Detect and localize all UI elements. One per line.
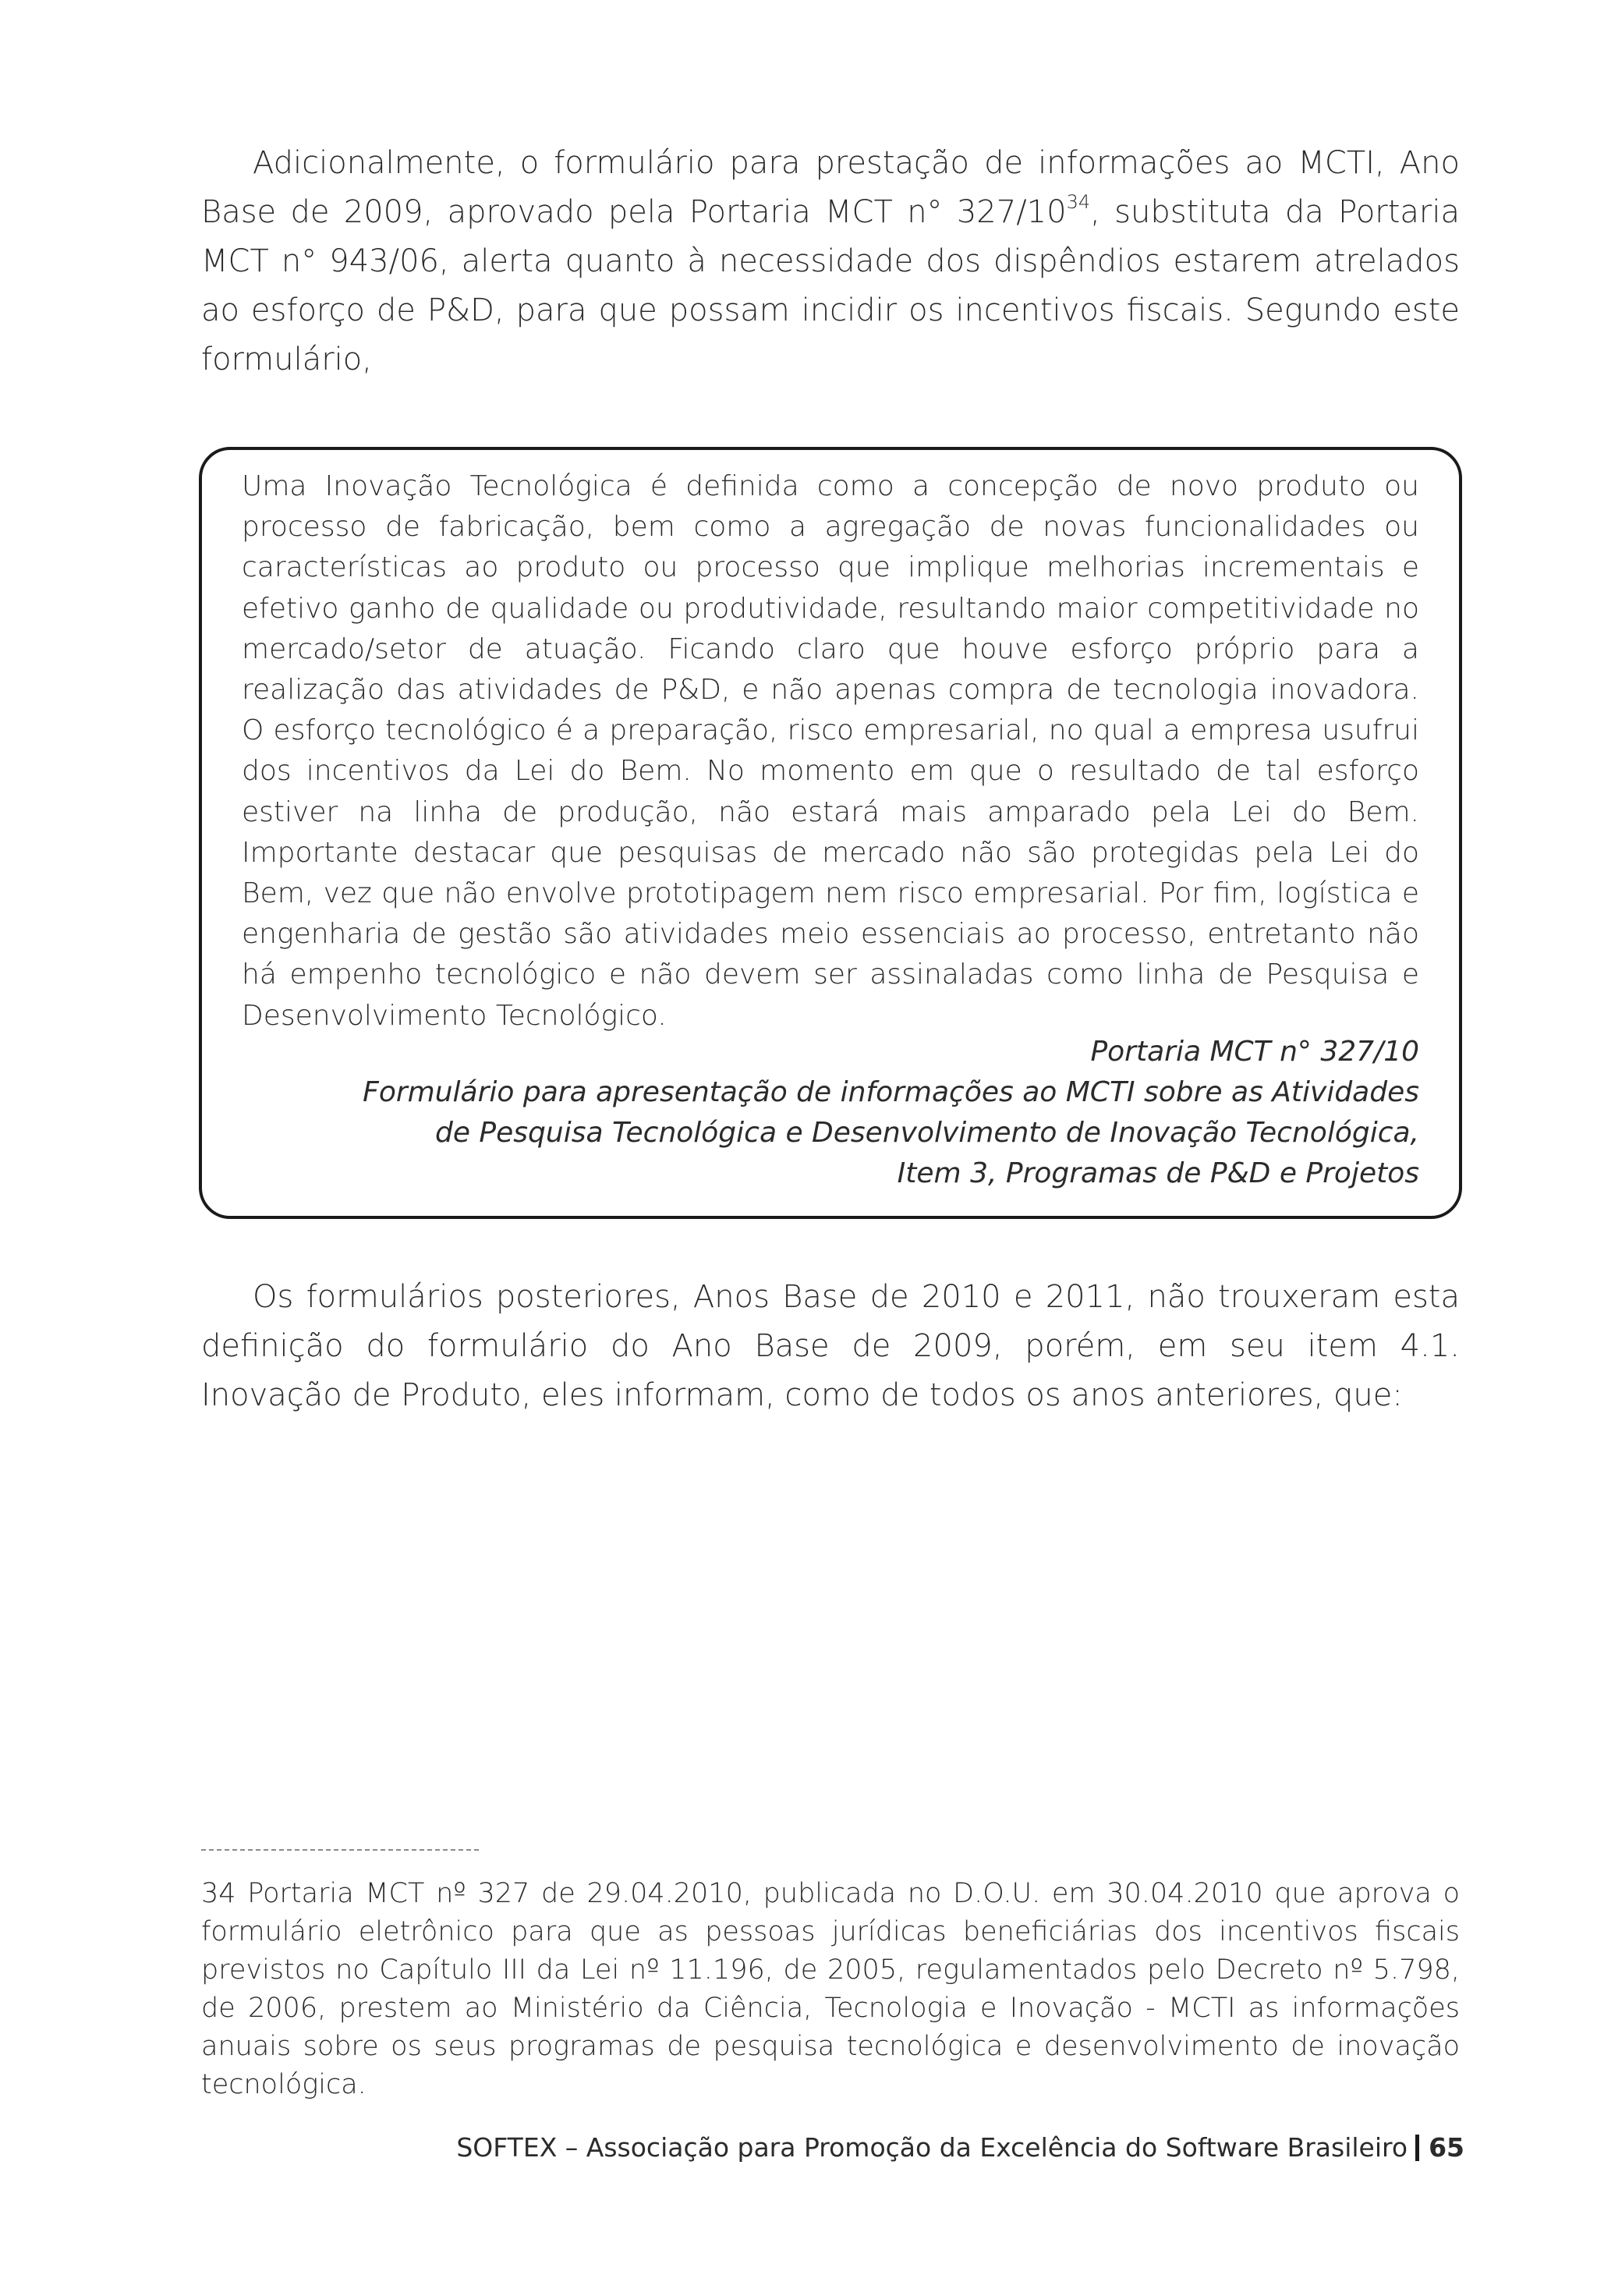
quote-source-line-3: de Pesquisa Tecnológica e Desenvolvimento de Inovação Tecnológica, [434,1117,1419,1149]
footer-publisher: SOFTEX – Associação para Promoção da Excelência do Software Brasileiro [456,2132,1408,2163]
body-paragraph-1 [201,139,1460,384]
quote-source-line-4: Item 3, Programas de P&D e Projetos [897,1157,1419,1189]
paragraph-2-text: Os formulários posteriores, Anos Base de 2010 e 2011, não trouxeram esta definição do formulário do Ano Base de 2009, porém, em seu item 4.1. Inovação de Produto, eles informam, como de todos os anos anteriores, que: [201,1279,1460,1413]
footnote-reference-34[interactable]: 34 [1066,191,1091,213]
page-footer [456,2131,1464,2165]
quote-source [203,1032,1419,1194]
footnote-divider [201,1849,479,1851]
quote-source-line-2: Formulário para apresentação de informações ao MCTI sobre as Atividades [363,1076,1419,1108]
footer-separator [1415,2135,1419,2161]
quote-source-line-1: Portaria MCT n° 327/10 [1090,1036,1419,1068]
paragraph-1-text-start: Adicionalmente, o formulário para prestação de informações ao MCTI, Ano Base de 2009, aprovado pela Portaria MCT n° 327/10 [201,145,1460,230]
quote-text: Uma Inovação Tecnológica é definida como a concepção de novo produto ou processo de fabricação, bem como a agregação de novas funcionalidades ou características ao produto ou processo que implique melhorias incrementais e efetivo ganho de qualidade ou produtividade, resultando maior competitividade no mercado/setor de atuação. Ficando claro que houve esforço próprio para a realização das atividades de P&D, e não apenas compra de tecnologia inovadora. O esforço tecnológico é a preparação, risco empresarial, no qual a empresa usufrui dos incentivos da Lei do Bem. No momento em que o resultado de tal esforço estiver na linha de produção, não estará mais amparado pela Lei do Bem. Importante destacar que pesquisas de mercado não são protegidas pela Lei do Bem, vez que não envolve prototipagem nem risco empresarial. Por fim, logística e engenharia de gestão são atividades meio essenciais ao processo, entretanto não há empenho tecnológico e não devem ser assinaladas como linha de Pesquisa e Desenvolvimento Tecnológico. [242,470,1419,1032]
footnote-34: 34 Portaria MCT nº 327 de 29.04.2010, publicada no D.O.U. em 30.04.2010 que aprova o formulário eletrônico para que as pessoas jurídicas beneficiárias dos incentivos fiscais previstos no Capítulo III da Lei nº 11.196, de 2005, regulamentados pelo Decreto nº 5.798, de 2006, prestem ao Ministério da Ciência, Tecnologia e Inovação - MCTI as informações anuais sobre os seus programas de pesquisa tecnológica e desenvolvimento de inovação tecnológica. [201,1878,1460,2100]
paragraph-1-text-end: , substituta da Portaria MCT n° 943/06, alerta quanto à necessidade dos dispêndios estarem atrelados ao esforço de P&D, para que possam incidir os incentivos fiscais. Segundo este formulário, [201,194,1460,377]
body-paragraph-2 [201,1273,1460,1420]
page-number: 65 [1429,2132,1464,2163]
